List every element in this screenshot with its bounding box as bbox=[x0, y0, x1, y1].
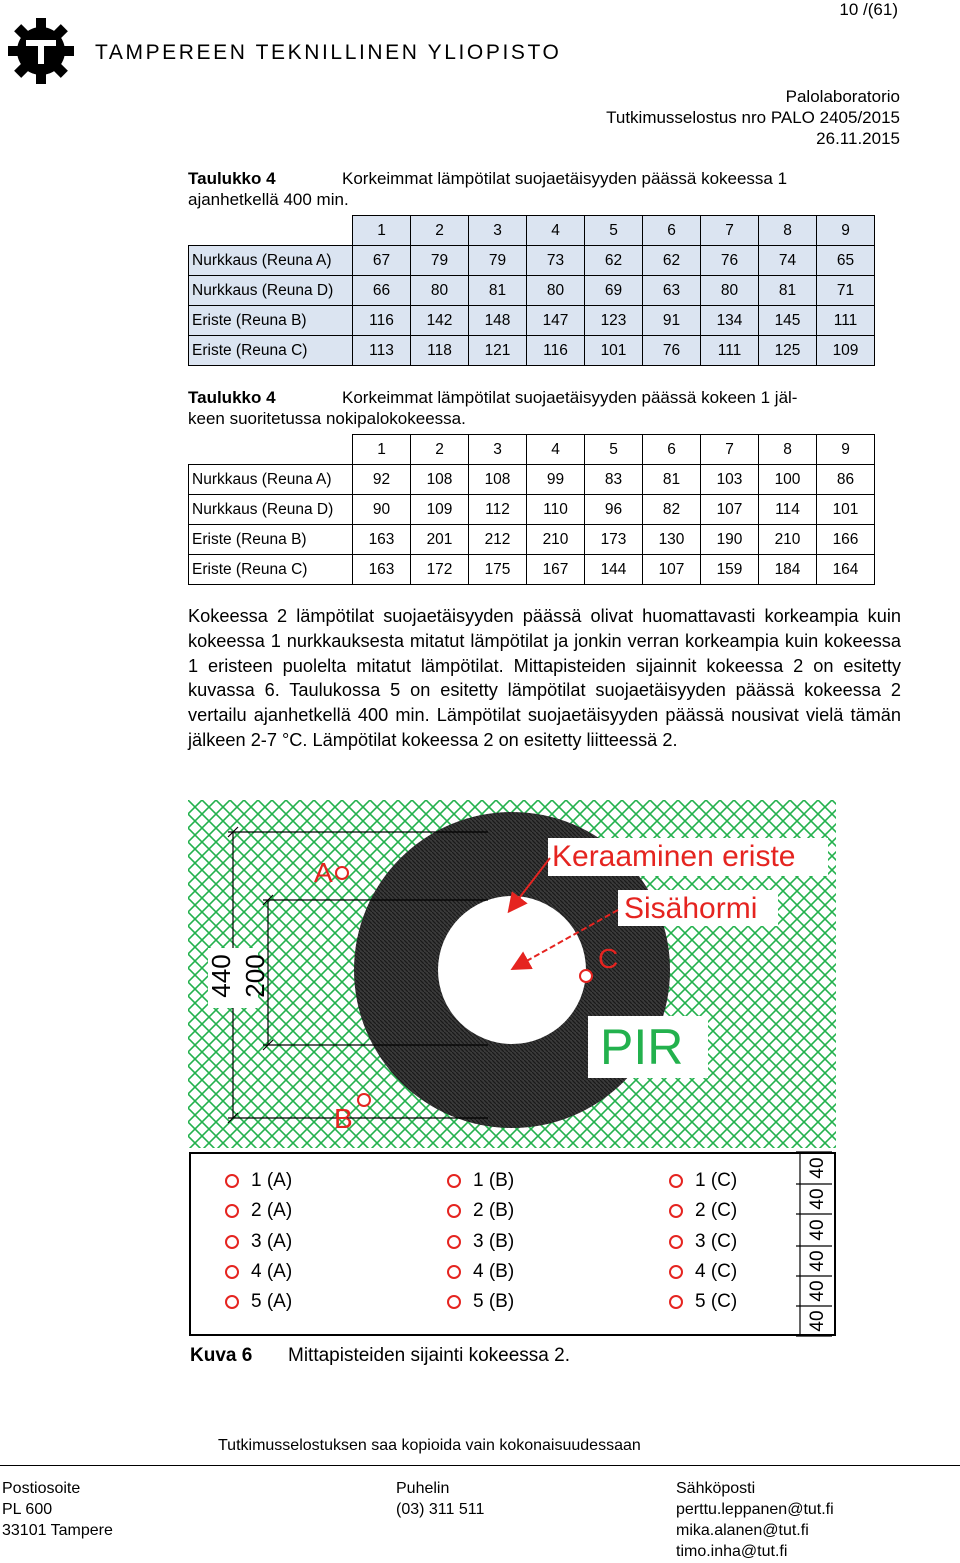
table2-caption bbox=[188, 387, 901, 429]
row-label: Nurkkaus (Reuna D) bbox=[189, 495, 353, 525]
dim-40-label: 40 bbox=[807, 1280, 829, 1302]
row-label: Nurkkaus (Reuna A) bbox=[189, 465, 353, 495]
email-heading: Sähköposti bbox=[676, 1480, 756, 1497]
inner-flue-hole bbox=[438, 896, 586, 1044]
table-cell: 67 bbox=[353, 246, 411, 276]
table-cell: 91 bbox=[643, 306, 701, 336]
table-cell: 164 bbox=[817, 555, 875, 585]
legend-label: 1 (A) bbox=[251, 1170, 293, 1191]
legend-circle-icon bbox=[669, 1204, 683, 1218]
table-cell: 210 bbox=[527, 525, 585, 555]
table-cell: 96 bbox=[585, 495, 643, 525]
table-cell: 130 bbox=[643, 525, 701, 555]
table-cell: 80 bbox=[527, 276, 585, 306]
table1-col-header: 6 bbox=[643, 216, 701, 246]
table-cell: 103 bbox=[701, 465, 759, 495]
table-cell: 66 bbox=[353, 276, 411, 306]
table-cell: 99 bbox=[527, 465, 585, 495]
legend-label: 5 (A) bbox=[251, 1291, 293, 1312]
table-cell: 110 bbox=[527, 495, 585, 525]
table-cell: 111 bbox=[817, 306, 875, 336]
table-cell: 79 bbox=[411, 246, 469, 276]
figure-caption-label: Kuva 6 bbox=[190, 1345, 253, 1366]
table2-col-header: 4 bbox=[527, 435, 585, 465]
legend-circle-icon bbox=[669, 1235, 683, 1249]
table1-col-header: 9 bbox=[817, 216, 875, 246]
figure-caption bbox=[190, 1345, 570, 1367]
legend-item bbox=[225, 1231, 292, 1253]
table-cell: 81 bbox=[643, 465, 701, 495]
table2-col-header: 1 bbox=[353, 435, 411, 465]
legend-item bbox=[225, 1200, 292, 1222]
row-label: Eriste (Reuna C) bbox=[189, 336, 353, 366]
legend-label: 3 (A) bbox=[251, 1231, 293, 1252]
legend-label: 4 (A) bbox=[251, 1261, 293, 1282]
table-row bbox=[189, 276, 875, 306]
table-cell: 173 bbox=[585, 525, 643, 555]
copy-note: Tutkimusselostuksen saa kopioida vain kokonaisuudessaan bbox=[218, 1437, 641, 1454]
legend-circle-icon bbox=[225, 1265, 239, 1279]
legend-circle-icon bbox=[447, 1204, 461, 1218]
table1-col-header: 1 bbox=[353, 216, 411, 246]
table-cell: 81 bbox=[469, 276, 527, 306]
table-cell: 107 bbox=[643, 555, 701, 585]
email-link[interactable]: perttu.leppanen@tut.fi bbox=[676, 1501, 834, 1518]
table-cell: 79 bbox=[469, 246, 527, 276]
table2-caption-label: Taulukko 4 bbox=[188, 388, 276, 407]
table1-caption-text2: ajanhetkellä 400 min. bbox=[188, 190, 349, 209]
address-line: 33101 Tampere bbox=[2, 1522, 113, 1539]
dim-40-label: 40 bbox=[807, 1250, 829, 1272]
legend-item bbox=[447, 1170, 514, 1192]
dim-40-label: 40 bbox=[807, 1219, 829, 1241]
legend-circle-icon bbox=[225, 1204, 239, 1218]
lab-name: Palolaboratorio bbox=[785, 87, 900, 106]
table2 bbox=[188, 434, 875, 585]
spacing-dimension bbox=[796, 1150, 836, 1340]
table2-col-header: 9 bbox=[817, 435, 875, 465]
point-a-marker bbox=[336, 867, 348, 879]
row-label: Eriste (Reuna B) bbox=[189, 525, 353, 555]
table-cell: 144 bbox=[585, 555, 643, 585]
legend-label: 2 (A) bbox=[251, 1200, 293, 1221]
report-date: 26.11.2015 bbox=[816, 129, 900, 148]
table-cell: 90 bbox=[353, 495, 411, 525]
legend-item bbox=[669, 1291, 737, 1313]
point-b-marker bbox=[358, 1094, 370, 1106]
table-cell: 82 bbox=[643, 495, 701, 525]
table-cell: 71 bbox=[817, 276, 875, 306]
email-link[interactable]: mika.alanen@tut.fi bbox=[676, 1522, 809, 1539]
legend-circle-icon bbox=[669, 1174, 683, 1188]
table-cell: 86 bbox=[817, 465, 875, 495]
table-cell: 100 bbox=[759, 465, 817, 495]
dim-440-label: 440 bbox=[206, 954, 236, 998]
university-logo bbox=[6, 16, 76, 86]
keraaminen-label: Keraaminen eriste bbox=[552, 840, 796, 873]
footer-phone bbox=[396, 1478, 484, 1520]
table1-col-header: 2 bbox=[411, 216, 469, 246]
table-row bbox=[189, 336, 875, 366]
paragraph-text: Kokeessa 2 lämpötilat suojaetäisyyden päässä olivat huomattavasti korkeampia kuin kokeessa 1 nurkkauksesta mitatut lämpötilat ja jonkin verran korkeampia kuin kokeessa 1 eristeen puolelta mitatut lämpötilat. Mittapisteiden sijainnit kokeessa 2 on esitetty kuvassa 6. Taulukossa 5 on esitetty lämpötilat suojaetäisyyden päässä kokeessa 2 vertailu ajanhetkellä 400 min. Lämpötilat suojaetäisyyden päässä nousivat vielä tämän jälkeen 2-7 °C. Lämpötilat kokeessa 2 on esitetty liitteessä 2. bbox=[188, 606, 901, 750]
table-cell: 116 bbox=[527, 336, 585, 366]
point-a-label: A bbox=[314, 857, 333, 888]
table-cell: 159 bbox=[701, 555, 759, 585]
row-label: Eriste (Reuna B) bbox=[189, 306, 353, 336]
sisahormi-label: Sisähormi bbox=[624, 892, 758, 925]
address-line: PL 600 bbox=[2, 1501, 53, 1518]
legend-item bbox=[447, 1291, 514, 1313]
table-cell: 74 bbox=[759, 246, 817, 276]
legend-label: 4 (B) bbox=[473, 1261, 515, 1282]
table-cell: 109 bbox=[411, 495, 469, 525]
table-cell: 190 bbox=[701, 525, 759, 555]
legend-item bbox=[447, 1200, 514, 1222]
table-cell: 62 bbox=[643, 246, 701, 276]
table-cell: 83 bbox=[585, 465, 643, 495]
table-cell: 65 bbox=[817, 246, 875, 276]
table-cell: 63 bbox=[643, 276, 701, 306]
footer-email bbox=[676, 1478, 834, 1562]
table-cell: 116 bbox=[353, 306, 411, 336]
table-cell: 81 bbox=[759, 276, 817, 306]
table2-caption-text2: keen suoritetussa nokipalokokeessa. bbox=[188, 409, 466, 428]
table-cell: 184 bbox=[759, 555, 817, 585]
phone-number: (03) 311 511 bbox=[396, 1501, 485, 1518]
table-row bbox=[189, 246, 875, 276]
figure-caption-text: Mittapisteiden sijainti kokeessa 2. bbox=[288, 1345, 570, 1366]
table-cell: 134 bbox=[701, 306, 759, 336]
table-cell: 145 bbox=[759, 306, 817, 336]
table-cell: 73 bbox=[527, 246, 585, 276]
table-cell: 166 bbox=[817, 525, 875, 555]
legend-item bbox=[225, 1170, 292, 1192]
table-cell: 101 bbox=[585, 336, 643, 366]
table-cell: 210 bbox=[759, 525, 817, 555]
table-cell: 80 bbox=[701, 276, 759, 306]
table-cell: 113 bbox=[353, 336, 411, 366]
table-cell: 109 bbox=[817, 336, 875, 366]
figure-legend bbox=[189, 1152, 836, 1336]
table1-header-row bbox=[189, 216, 875, 246]
table-row bbox=[189, 465, 875, 495]
legend-label: 1 (B) bbox=[473, 1170, 515, 1191]
table1-col-header: 5 bbox=[585, 216, 643, 246]
table1-caption bbox=[188, 168, 901, 210]
table-cell: 212 bbox=[469, 525, 527, 555]
table-cell: 163 bbox=[353, 525, 411, 555]
dim-40-label: 40 bbox=[807, 1188, 829, 1210]
table1-col-header: 8 bbox=[759, 216, 817, 246]
legend-circle-icon bbox=[447, 1235, 461, 1249]
table-cell: 167 bbox=[527, 555, 585, 585]
row-label: Nurkkaus (Reuna D) bbox=[189, 276, 353, 306]
legend-item bbox=[669, 1170, 737, 1192]
table1 bbox=[188, 215, 875, 366]
dim-200-label: 200 bbox=[240, 954, 270, 998]
table-cell: 114 bbox=[759, 495, 817, 525]
table-cell: 121 bbox=[469, 336, 527, 366]
pir-label: PIR bbox=[600, 1019, 684, 1075]
point-c-label: C bbox=[598, 943, 619, 974]
legend-item bbox=[447, 1261, 514, 1283]
table-cell: 76 bbox=[643, 336, 701, 366]
table-cell: 101 bbox=[817, 495, 875, 525]
body-paragraph bbox=[188, 604, 901, 753]
row-label: Nurkkaus (Reuna A) bbox=[189, 246, 353, 276]
table1-corner bbox=[189, 216, 353, 246]
table-row bbox=[189, 555, 875, 585]
table2-caption-text: Korkeimmat lämpötilat suojaetäisyyden päässä kokeen 1 jäl- bbox=[342, 388, 798, 407]
legend-item bbox=[669, 1231, 737, 1253]
footer-address bbox=[2, 1478, 113, 1541]
table-row bbox=[189, 525, 875, 555]
university-name: TAMPEREEN TEKNILLINEN YLIOPISTO bbox=[95, 41, 562, 64]
legend-circle-icon bbox=[225, 1295, 239, 1309]
legend-item bbox=[669, 1200, 737, 1222]
legend-circle-icon bbox=[447, 1295, 461, 1309]
legend-circle-icon bbox=[225, 1174, 239, 1188]
legend-label: 4 (C) bbox=[695, 1261, 738, 1282]
footer-divider bbox=[0, 1465, 960, 1466]
page-number: 10 /(61) bbox=[839, 0, 898, 19]
table-cell: 175 bbox=[469, 555, 527, 585]
legend-item bbox=[225, 1291, 292, 1313]
legend-circle-icon bbox=[669, 1265, 683, 1279]
table-cell: 112 bbox=[469, 495, 527, 525]
table1-caption-label: Taulukko 4 bbox=[188, 169, 276, 188]
table2-col-header: 2 bbox=[411, 435, 469, 465]
legend-item bbox=[669, 1261, 737, 1283]
table-cell: 118 bbox=[411, 336, 469, 366]
legend-label: 1 (C) bbox=[695, 1170, 738, 1191]
legend-label: 3 (B) bbox=[473, 1231, 515, 1252]
legend-item bbox=[447, 1231, 514, 1253]
table-cell: 69 bbox=[585, 276, 643, 306]
row-label: Eriste (Reuna C) bbox=[189, 555, 353, 585]
table2-col-header: 5 bbox=[585, 435, 643, 465]
legend-circle-icon bbox=[447, 1174, 461, 1188]
legend-label: 2 (B) bbox=[473, 1200, 515, 1221]
table-row bbox=[189, 495, 875, 525]
measurement-figure bbox=[188, 800, 838, 1150]
table-cell: 107 bbox=[701, 495, 759, 525]
table1-caption-text: Korkeimmat lämpötilat suojaetäisyyden päässä kokeessa 1 bbox=[342, 169, 788, 188]
phone-heading: Puhelin bbox=[396, 1480, 450, 1497]
legend-circle-icon bbox=[225, 1235, 239, 1249]
address-heading: Postiosoite bbox=[2, 1480, 81, 1497]
table2-col-header: 6 bbox=[643, 435, 701, 465]
table1-col-header: 7 bbox=[701, 216, 759, 246]
legend-item bbox=[225, 1261, 292, 1283]
legend-circle-icon bbox=[669, 1295, 683, 1309]
table-cell: 142 bbox=[411, 306, 469, 336]
table2-col-header: 8 bbox=[759, 435, 817, 465]
table-cell: 62 bbox=[585, 246, 643, 276]
table1-col-header: 4 bbox=[527, 216, 585, 246]
table-cell: 76 bbox=[701, 246, 759, 276]
legend-label: 3 (C) bbox=[695, 1231, 738, 1252]
table-cell: 201 bbox=[411, 525, 469, 555]
table2-header-row bbox=[189, 435, 875, 465]
table-cell: 163 bbox=[353, 555, 411, 585]
table2-corner bbox=[189, 435, 353, 465]
table-cell: 125 bbox=[759, 336, 817, 366]
table-cell: 172 bbox=[411, 555, 469, 585]
dim-40-label: 40 bbox=[807, 1157, 829, 1179]
dim-40-label: 40 bbox=[807, 1310, 829, 1332]
table-cell: 108 bbox=[469, 465, 527, 495]
table-cell: 108 bbox=[411, 465, 469, 495]
point-b-label: B bbox=[334, 1103, 353, 1134]
table2-col-header: 3 bbox=[469, 435, 527, 465]
legend-label: 5 (B) bbox=[473, 1291, 515, 1312]
table-cell: 148 bbox=[469, 306, 527, 336]
email-link[interactable]: timo.inha@tut.fi bbox=[676, 1543, 788, 1560]
legend-label: 2 (C) bbox=[695, 1200, 738, 1221]
legend-label: 5 (C) bbox=[695, 1291, 738, 1312]
table-cell: 147 bbox=[527, 306, 585, 336]
table-cell: 92 bbox=[353, 465, 411, 495]
legend-circle-icon bbox=[447, 1265, 461, 1279]
table-row bbox=[189, 306, 875, 336]
point-c-marker bbox=[580, 970, 592, 982]
report-number: Tutkimusselostus nro PALO 2405/2015 bbox=[606, 108, 900, 127]
table2-col-header: 7 bbox=[701, 435, 759, 465]
table1-col-header: 3 bbox=[469, 216, 527, 246]
table-cell: 80 bbox=[411, 276, 469, 306]
report-header bbox=[606, 86, 900, 149]
table-cell: 123 bbox=[585, 306, 643, 336]
table-cell: 111 bbox=[701, 336, 759, 366]
